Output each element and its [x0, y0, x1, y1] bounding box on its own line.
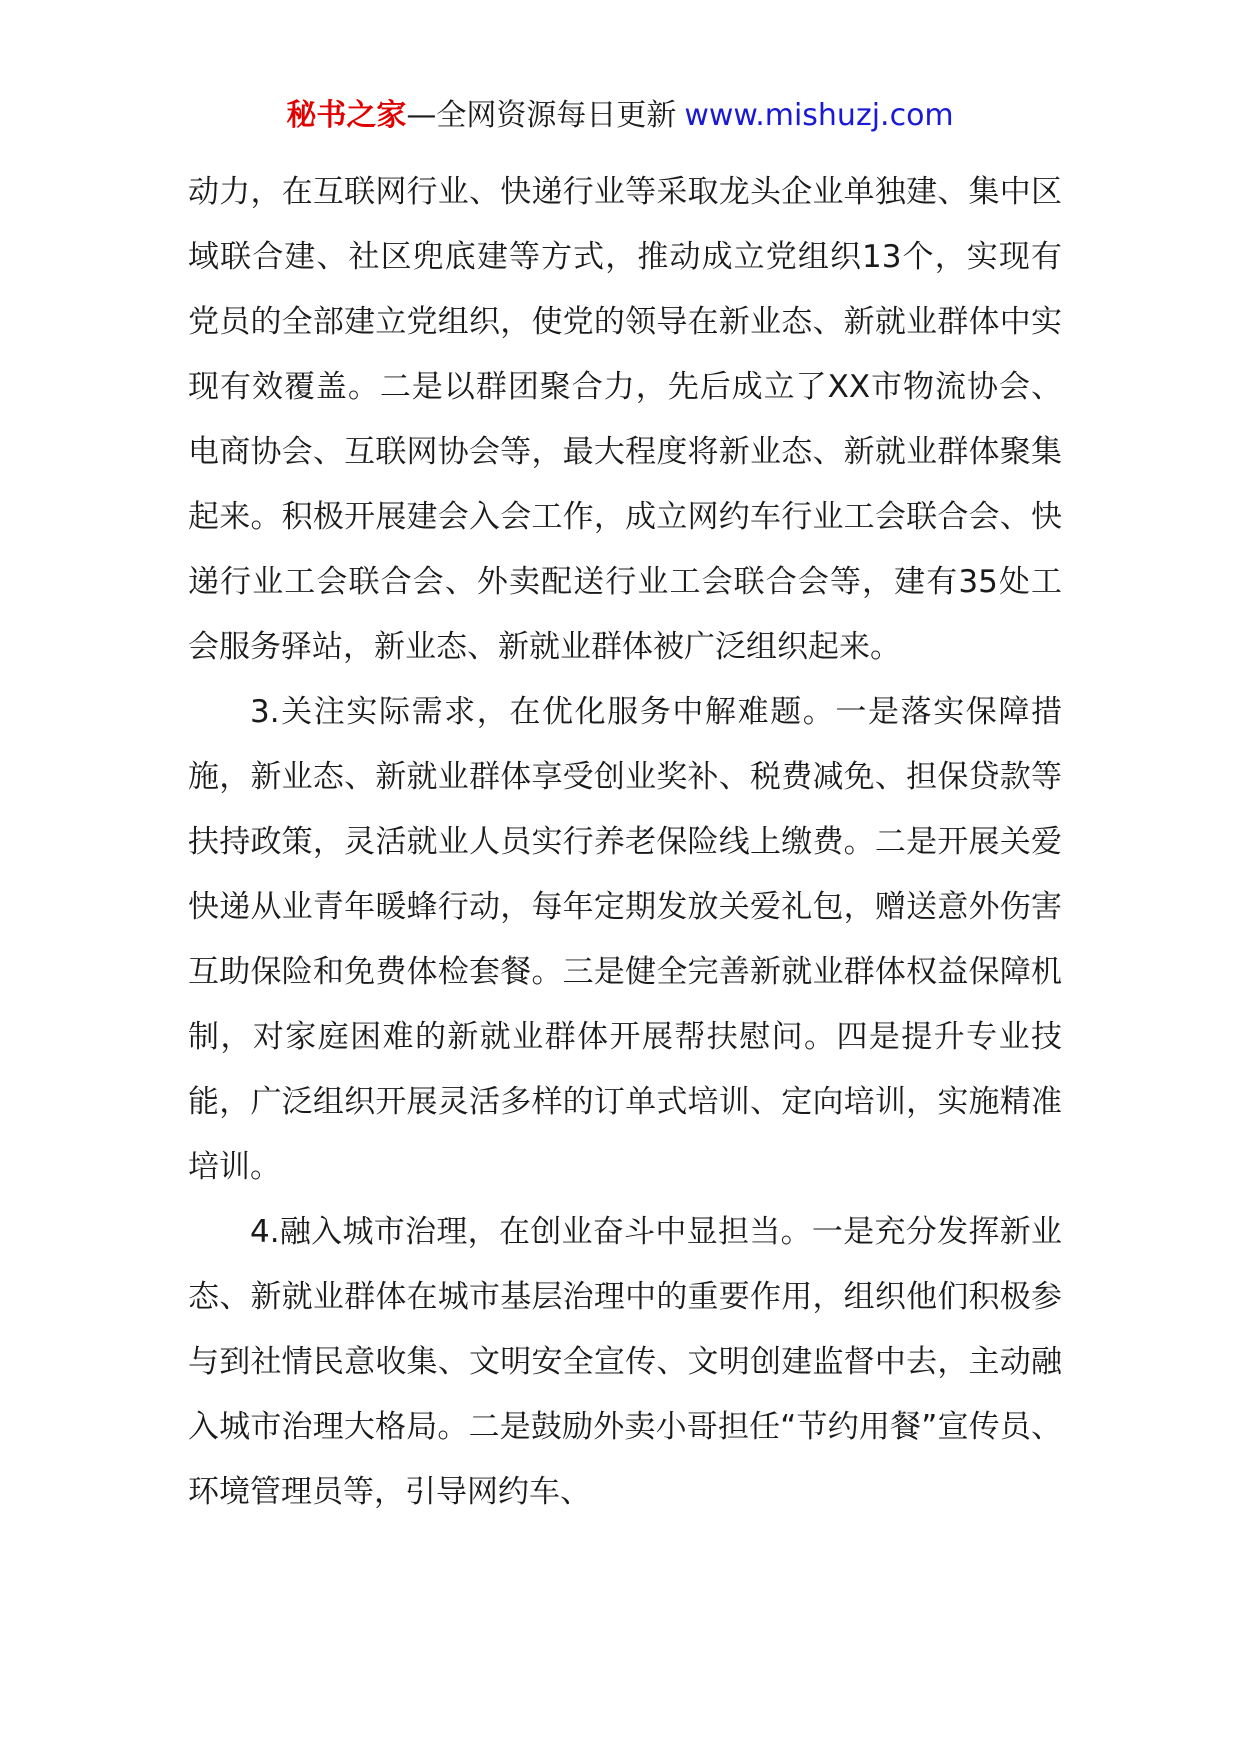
paragraph-3: 4.融入城市治理，在创业奋斗中显担当。一是充分发挥新业态、新就业群体在城市基层治理中的重要作用，组织他们积极参与到社情民意收集、文明安全宣传、文明创建监督中去，主动融入城市治理大格局。二是鼓励外卖小哥担任“节约用餐”宣传员、环境管理员等，引导网约车、 — [188, 1214, 1062, 1510]
site-brand: 秘书之家 — [286, 98, 407, 133]
document-body — [188, 160, 1062, 1525]
site-url-link[interactable]: www.mishuzj.com — [684, 98, 954, 133]
paragraph-2: 3.关注实际需求，在优化服务中解难题。一是落实保障措施，新业态、新就业群体享受创业奖补、税费减免、担保贷款等扶持政策，灵活就业人员实行养老保险线上缴费。二是开展关爱快递从业青年暖蜂行动，每年定期发放关爱礼包，赠送意外伤害互助保险和免费体检套餐。三是健全完善新就业群体权益保障机制，对家庭困难的新就业群体开展帮扶慰问。四是提升专业技能，广泛组织开展灵活多样的订单式培训、定向培训，实施精准培训。 — [188, 694, 1062, 1185]
page-header — [0, 96, 1240, 136]
paragraph-1: 动力，在互联网行业、快递行业等采取龙头企业单独建、集中区域联合建、社区兜底建等方式，推动成立党组织13个，实现有党员的全部建立党组织，使党的领导在新业态、新就业群体中实现有效覆盖。二是以群团聚合力，先后成立了XX市物流协会、电商协会、互联网协会等，最大程度将新业态、新就业群体聚集起来。积极开展建会入会工作，成立网约车行业工会联合会、快递行业工会联合会、外卖配送行业工会联合会等，建有35处工会服务驿站，新业态、新就业群体被广泛组织起来。 — [188, 174, 1062, 665]
site-tagline: —全网资源每日更新 — [406, 98, 677, 133]
